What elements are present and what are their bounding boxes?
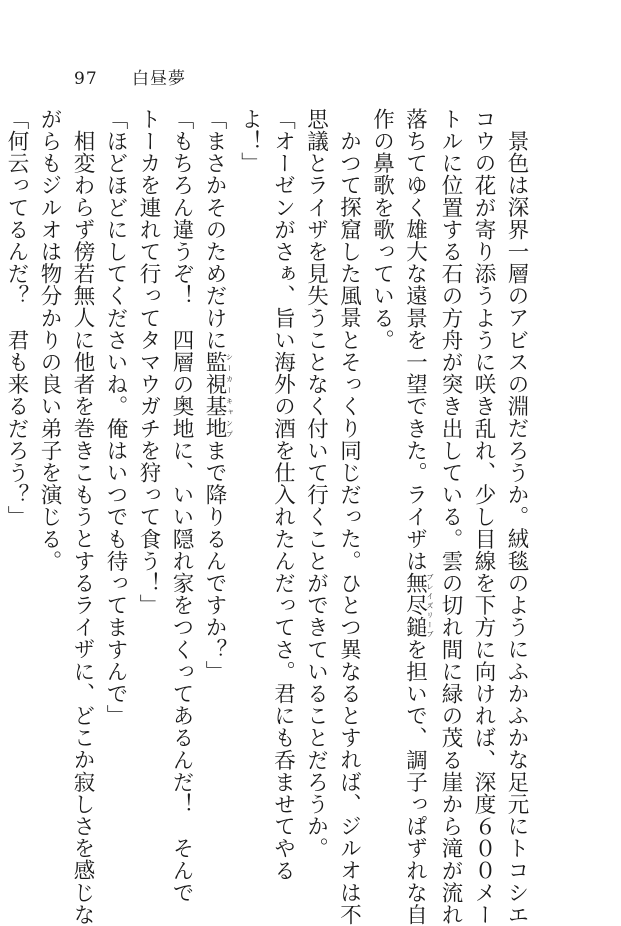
text-segment: 「ほどほどにしてくださいね。俺はいつでも待ってますんで」 bbox=[103, 108, 128, 727]
text-line bbox=[198, 108, 234, 848]
text-line bbox=[467, 108, 500, 926]
text-segment: 「まさかそのためだけに bbox=[202, 108, 227, 352]
text-line bbox=[165, 108, 198, 904]
running-header bbox=[74, 64, 186, 89]
text-line bbox=[399, 108, 435, 926]
text-segment: がらもジルオは物分かりの良い弟子を演じる。 bbox=[37, 108, 62, 573]
ruby-reading: シーカーキャンプ bbox=[225, 351, 234, 440]
text-segment: トーカを連れて行ってタマウガチを狩って食う！」 bbox=[136, 108, 161, 617]
text-line bbox=[234, 108, 267, 848]
text-line bbox=[66, 108, 99, 926]
chapter-title: 白昼夢 bbox=[132, 69, 186, 89]
text-segment: 相変わらず傍若無人に他者を巻きこもうとするライザに、どこか寂しさを感じな bbox=[70, 129, 95, 926]
text-line bbox=[33, 108, 66, 848]
text-line bbox=[366, 108, 399, 848]
page-number: 97 bbox=[74, 69, 98, 89]
text-segment: 作の鼻歌を歌っている。 bbox=[369, 108, 395, 352]
text-line bbox=[333, 108, 366, 926]
ruby-reading: ブレイズリーブ bbox=[426, 572, 434, 639]
text-segment: 「何云ってるんだ？ 君も来るだろう？」 bbox=[4, 108, 29, 528]
text-line bbox=[300, 108, 333, 860]
text-segment: よ！」 bbox=[237, 108, 263, 175]
text-line bbox=[0, 108, 33, 848]
ruby-base: 無尽鎚 bbox=[402, 572, 428, 639]
text-segment: 「オーゼンがさぁ、旨い海外の酒を仕入れたんだってさ。君にも呑ませてやる bbox=[270, 108, 296, 882]
text-segment: 思議とライザを見失うことなく付いて行くことができていることだろうか。 bbox=[303, 108, 329, 860]
text-line bbox=[132, 108, 165, 848]
text-segment: トルに位置する石の方舟が突き出している。雲の切れ間に緑の茂る崖から滝が流れ bbox=[438, 108, 463, 926]
text-segment: 景色は深界一層のアビスの淵だろうか。絨毯のようにふかふかな足元にトコシエ bbox=[504, 129, 529, 926]
text-line bbox=[267, 108, 300, 882]
text-line bbox=[500, 108, 533, 926]
text-segment: を担いで、調子っぱずれな自 bbox=[402, 638, 428, 926]
text-segment: 「もちろん違うぞ！ 四層の奥地に、いい隠れ家をつくってあるんだ！ そんで bbox=[169, 108, 194, 904]
ruby-base: 監視基地 bbox=[202, 351, 227, 440]
text-line bbox=[99, 108, 132, 848]
text-segment: まで降りるんですか？」 bbox=[202, 439, 227, 683]
text-line bbox=[434, 108, 467, 926]
vertical-text-body bbox=[0, 108, 533, 926]
ruby-annotated-word bbox=[202, 351, 234, 440]
ruby-annotated-word bbox=[402, 572, 434, 639]
text-segment: コウの花が寄り添うように咲き乱れ、少し目線を下方に向ければ、深度６００メー bbox=[471, 108, 496, 926]
text-segment: かつて探窟した風景とそっくり同じだった。ひとつ異なるとすれば、ジルオは不 bbox=[336, 129, 362, 926]
text-segment: 落ちてゆく雄大な遠景を一望できた。ライザは bbox=[402, 108, 428, 573]
